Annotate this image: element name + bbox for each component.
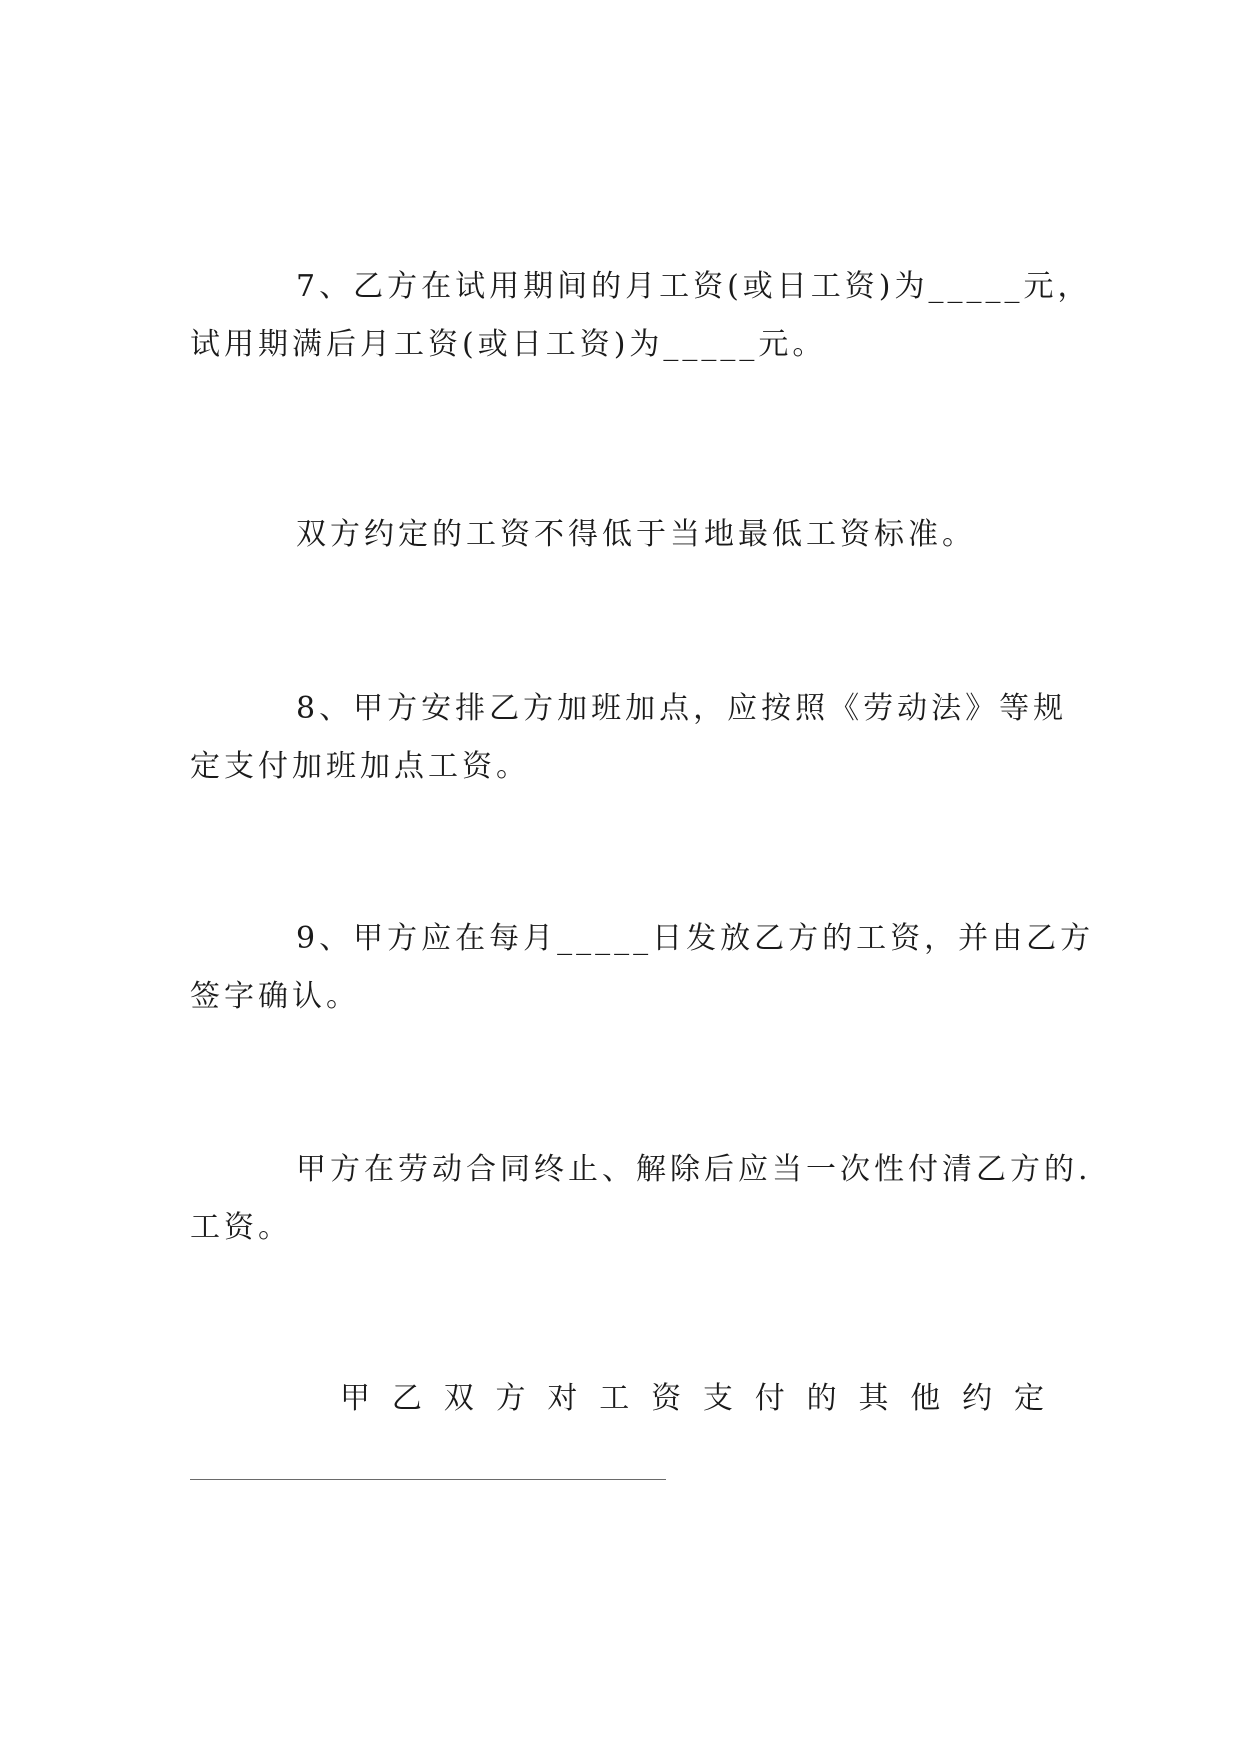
paragraph-line: 工资。 — [190, 1210, 292, 1245]
minimum-wage-clause — [190, 506, 1050, 564]
heading-char: 工 — [599, 1381, 630, 1416]
heading-char: 的 — [806, 1381, 837, 1416]
paragraph-line: 签字确认。 — [190, 979, 360, 1014]
clause-9-payday — [190, 910, 1095, 1026]
paragraph-line: 9、甲方应在每月_____日发放乙方的工资，并由乙方 — [296, 921, 1095, 956]
heading-char: 定 — [1013, 1381, 1044, 1416]
paragraph-line: 定支付加班加点工资。 — [190, 749, 530, 784]
heading-char: 方 — [495, 1381, 526, 1416]
final-settlement-clause — [190, 1141, 1092, 1257]
heading-char: 其 — [858, 1381, 889, 1416]
heading-char: 乙 — [391, 1381, 422, 1416]
heading-char: 对 — [547, 1381, 578, 1416]
paragraph-line: 试用期满后月工资(或日工资)为_____元。 — [190, 327, 827, 362]
other-wage-agreement-clause — [190, 1370, 1044, 1428]
paragraph-line: 8、甲方安排乙方加班加点，应按照《劳动法》等规 — [296, 691, 1068, 726]
heading-char: 双 — [443, 1381, 474, 1416]
heading-char: 付 — [754, 1381, 785, 1416]
heading-char: 支 — [702, 1381, 733, 1416]
paragraph-line: 7、乙方在试用期间的月工资(或日工资)为_____元， — [296, 269, 1092, 304]
spaced-heading-line — [190, 1370, 1044, 1428]
clause-7-salary — [190, 258, 1092, 374]
heading-char: 甲 — [340, 1381, 370, 1416]
paragraph-line: 双方约定的工资不得低于当地最低工资标准。 — [296, 517, 976, 552]
fill-in-blank-line — [190, 1479, 666, 1480]
paragraph-line: 甲方在劳动合同终止、解除后应当一次性付清乙方的. — [296, 1152, 1092, 1187]
heading-char: 约 — [962, 1381, 993, 1416]
heading-char: 他 — [910, 1381, 941, 1416]
heading-char: 资 — [651, 1381, 682, 1416]
clause-8-overtime — [190, 680, 1068, 796]
